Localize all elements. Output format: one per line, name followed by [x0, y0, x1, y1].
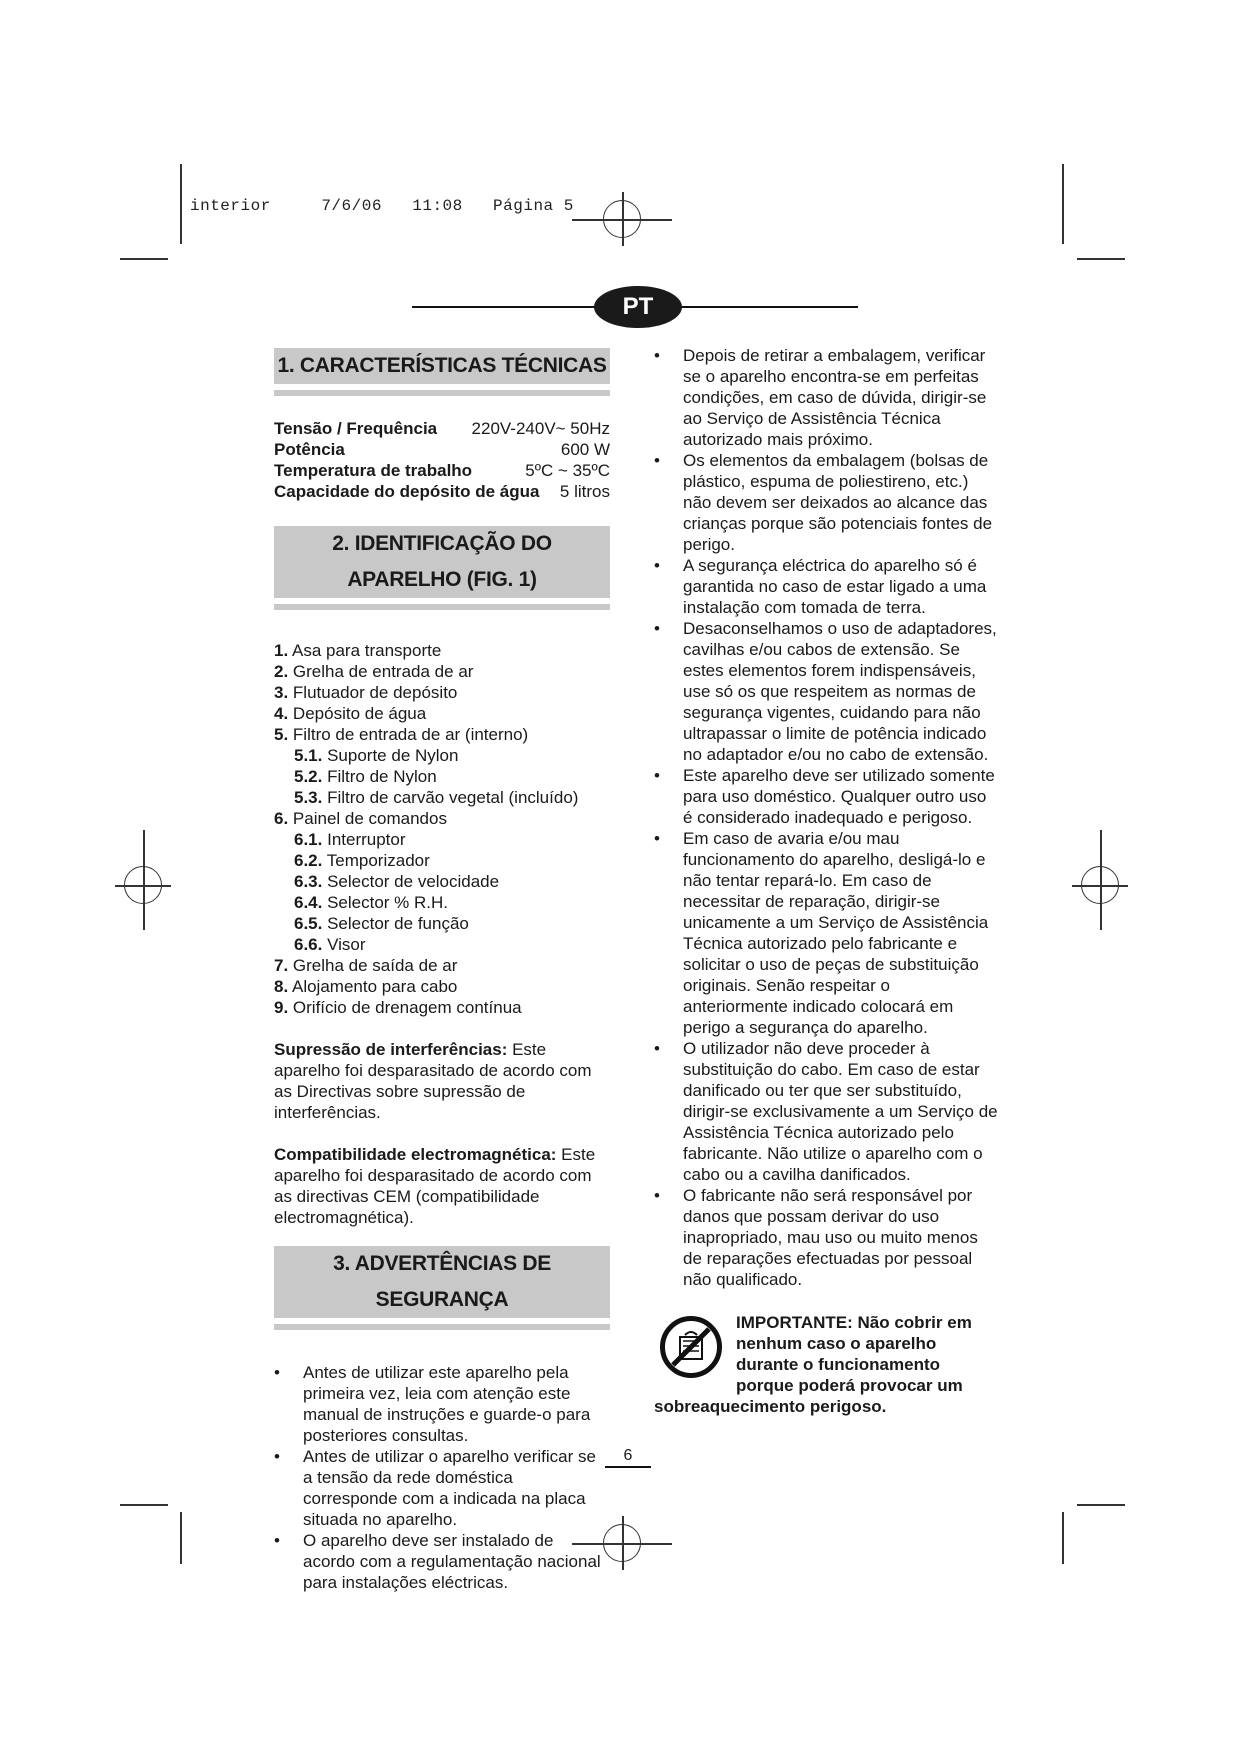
part-label: Temporizador [326, 851, 430, 870]
list-item [274, 682, 610, 703]
part-label: Visor [327, 935, 366, 954]
list-item: • Este aparelho deve ser utilizado somente para uso doméstico. Qualquer outro uso é considerado inadequado e perigoso. [654, 766, 995, 827]
part-label: Filtro de entrada de ar (interno) [292, 725, 529, 744]
section-title-identification: 2. IDENTIFICAÇÃO DO APARELHO (FIG. 1) [274, 526, 610, 604]
list-item [274, 829, 610, 850]
spec-label: Tensão / Frequência [274, 419, 438, 438]
suppression-note [274, 1039, 610, 1123]
important-text: IMPORTANTE: Não cobrir em nenhum caso o aparelho durante o funcionamento porque poderá provocar um sobreaquecimento perigoso. [654, 1313, 972, 1416]
part-number: 9. [274, 998, 289, 1017]
part-number: 3. [274, 683, 289, 702]
spec-row [274, 439, 610, 460]
list-item [274, 703, 610, 724]
part-number: 4. [274, 704, 289, 723]
bullet: • [654, 829, 660, 848]
spec-value: 220V-240V~ 50Hz [471, 419, 610, 438]
list-item: • A segurança eléctrica do aparelho só é garantida no caso de estar ligado a uma instalação com tomada de terra. [654, 556, 987, 617]
section-title-specs: 1. CARACTERÍSTICAS TÉCNICAS [274, 348, 610, 390]
suppression-text: Este aparelho foi desparasitado de acordo com as Directivas sobre supressão de interferências. [274, 1040, 592, 1122]
language-badge: PT [594, 286, 682, 328]
part-number: 6.5. [294, 914, 323, 933]
part-number: 5. [274, 725, 289, 744]
crop-mark [1077, 1504, 1125, 1506]
part-number: 7. [274, 956, 289, 975]
bullet: • [654, 451, 660, 470]
spec-row [274, 481, 610, 502]
list-item: • O aparelho deve ser instalado de acordo com a regulamentação nacional para instalações eléctricas. [274, 1531, 601, 1592]
warnings-list-right [654, 345, 999, 1290]
list-item: • Antes de utilizar o aparelho verificar se a tensão da rede doméstica corresponde com a indicada na placa situada no aparelho. [274, 1447, 596, 1529]
list-item [274, 955, 610, 976]
list-item [274, 745, 610, 766]
part-number: 6.6. [294, 935, 323, 954]
crop-mark [180, 1512, 182, 1564]
list-item [274, 787, 610, 808]
bullet: • [274, 1447, 280, 1466]
list-item [274, 850, 610, 871]
list-item: • O fabricante não será responsável por danos que possam derivar do uso inapropriado, mau uso ou muito menos de reparações efectuadas por pessoal não qualificado. [654, 1186, 978, 1289]
spec-value: 5 litros [559, 482, 610, 501]
list-item [274, 661, 610, 682]
part-label: Selector de função [327, 914, 469, 933]
part-label: Grelha de entrada de ar [292, 662, 474, 681]
part-number: 6. [274, 809, 289, 828]
list-item [274, 997, 610, 1018]
crop-mark [1062, 1512, 1064, 1564]
bullet: • [654, 346, 660, 365]
part-number: 6.1. [294, 830, 323, 849]
part-number: 6.3. [294, 872, 323, 891]
right-column [654, 345, 999, 1417]
part-label: Filtro de carvão vegetal (incluído) [327, 788, 579, 807]
specs-table [274, 418, 610, 502]
suppression-label: Supressão de interferências: [274, 1040, 508, 1059]
list-item: • Em caso de avaria e/ou mau funcionamento do aparelho, desligá-lo e não tentar repará-lo. Em caso de necessitar de reparação, dirigir-se unicamente a um Serviço de Assistência Técnica autorizado pelo fabricante e solicitar o uso de peças de substituição originais. Senão respeitar o anteriormente indicado colocará em perigo a segurança do aparelho. [654, 829, 989, 1037]
list-item: • Antes de utilizar este aparelho pela primeira vez, leia com atenção este manual de instruções e guarde-o para posteriores consultas. [274, 1363, 591, 1445]
spec-label: Capacidade do depósito de água [274, 482, 540, 501]
emc-text: Este aparelho foi desparasitado de acordo com as directivas CEM (compatibilidade electromagnética). [274, 1145, 596, 1227]
crop-mark [120, 1504, 168, 1506]
spec-value: 600 W [560, 440, 610, 459]
crop-mark [120, 258, 168, 260]
list-item [274, 724, 610, 745]
part-label: Flutuador de depósito [292, 683, 458, 702]
bullet: • [654, 766, 660, 785]
bullet: • [654, 556, 660, 575]
important-notice [654, 1312, 999, 1417]
part-label: Depósito de água [292, 704, 427, 723]
spec-label: Temperatura de trabalho [274, 461, 473, 480]
part-label: Asa para transporte [291, 641, 442, 660]
list-item [274, 871, 610, 892]
printer-slug: interior 7/6/06 11:08 Página 5 [190, 197, 574, 215]
left-column [274, 348, 610, 1593]
list-item [274, 808, 610, 829]
spec-label: Potência [274, 440, 345, 459]
bullet: • [274, 1531, 280, 1550]
part-number: 5.2. [294, 767, 323, 786]
list-item [274, 766, 610, 787]
spec-row [274, 460, 610, 481]
list-item [274, 976, 610, 997]
bullet: • [274, 1363, 280, 1382]
part-label: Grelha de saída de ar [292, 956, 458, 975]
list-item: • Desaconselhamos o uso de adaptadores, cavilhas e/ou cabos de extensão. Se estes elementos forem indispensáveis, use só os que respeitem as normas de segurança vigentes, cuidando para não ultrapassar o limite de potência indicado no adaptador e/ou no cabo de extensão. [654, 619, 997, 764]
part-label: Painel de comandos [292, 809, 447, 828]
crop-mark [180, 164, 182, 244]
emc-label: Compatibilidade electromagnética: [274, 1145, 557, 1164]
part-label: Interruptor [327, 830, 406, 849]
crop-mark [1077, 258, 1125, 260]
part-label: Selector % R.H. [327, 893, 449, 912]
list-item [274, 913, 610, 934]
no-cover-icon [660, 1316, 722, 1378]
list-item: • O utilizador não deve proceder à substituição do cabo. Em caso de estar danificado ou ter que ser substituído, dirigir-se exclusivamente a um Serviço de Assistência Técnica autorizado pelo fabricante. Não utilize o aparelho com o cabo ou a cavilha danificados. [654, 1039, 998, 1184]
crop-mark [1062, 164, 1064, 244]
list-item [274, 892, 610, 913]
part-number: 6.2. [294, 851, 323, 870]
part-number: 5.1. [294, 746, 323, 765]
parts-list [274, 640, 610, 1018]
part-number: 6.4. [294, 893, 323, 912]
page-number: 6 [605, 1446, 651, 1468]
part-number: 5.3. [294, 788, 323, 807]
list-item [274, 934, 610, 955]
part-label: Suporte de Nylon [327, 746, 459, 765]
part-label: Alojamento para cabo [291, 977, 458, 996]
spec-value: 5ºC ~ 35ºC [525, 461, 610, 480]
bullet: • [654, 1186, 660, 1205]
list-item: • Depois de retirar a embalagem, verificar se o aparelho encontra-se em perfeitas condições, em caso de dúvida, dirigir-se ao Serviço de Assistência Técnica autorizado mais próximo. [654, 346, 987, 449]
part-number: 8. [274, 977, 289, 996]
part-number: 2. [274, 662, 289, 681]
bullet: • [654, 1039, 660, 1058]
emc-note [274, 1144, 610, 1228]
warnings-list-left [274, 1362, 610, 1593]
list-item: • Os elementos da embalagem (bolsas de plástico, espuma de poliestireno, etc.) não devem ser deixados ao alcance das crianças porque são potenciais fontes de perigo. [654, 451, 993, 554]
part-label: Filtro de Nylon [327, 767, 437, 786]
list-item [274, 640, 610, 661]
part-number: 1. [274, 641, 289, 660]
part-label: Selector de velocidade [327, 872, 500, 891]
part-label: Orifício de drenagem contínua [292, 998, 522, 1017]
section-title-safety: 3. ADVERTÊNCIAS DE SEGURANÇA [274, 1246, 610, 1324]
bullet: • [654, 619, 660, 638]
spec-row [274, 418, 610, 439]
